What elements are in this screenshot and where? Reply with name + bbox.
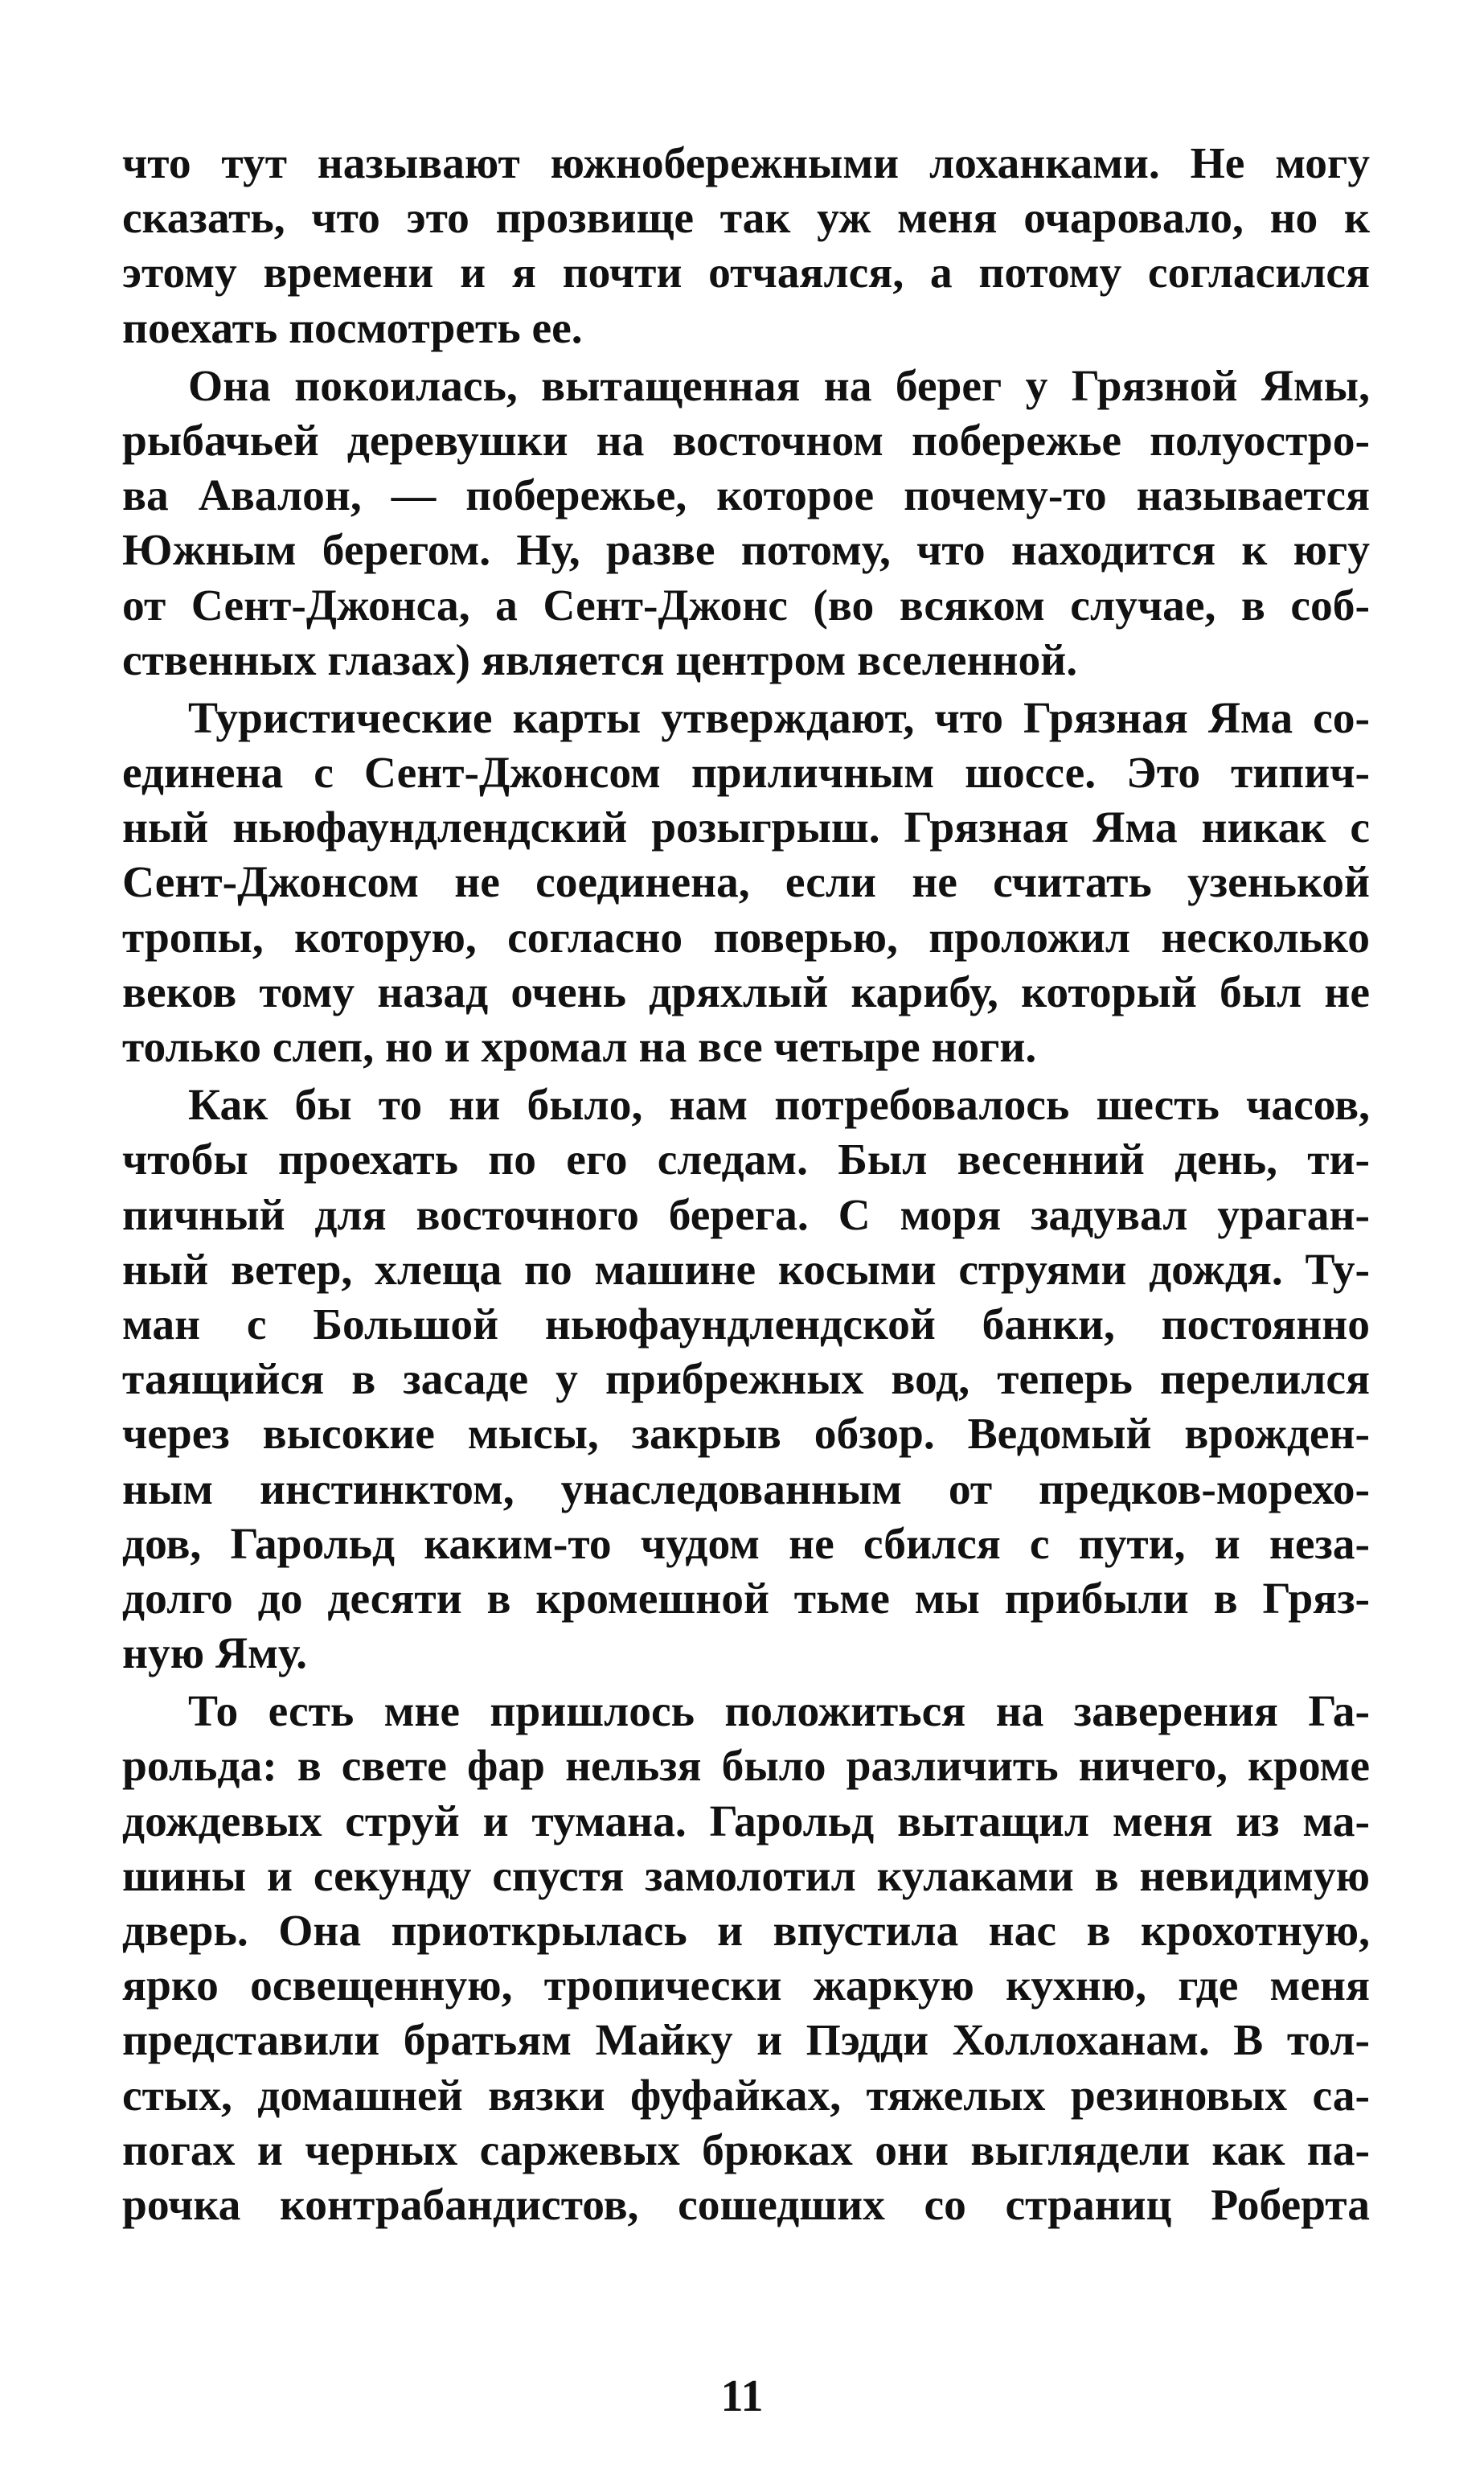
text-line: долго до десяти в кромешной тьме мы прибыли в Гряз- <box>122 1574 1370 1624</box>
text-line: таящийся в засаде у прибрежных вод, теперь перелился <box>122 1355 1370 1405</box>
text-line: через высокие мысы, закрыв обзор. Ведомый врожден- <box>122 1410 1370 1459</box>
text-line: шины и секунду спустя замолотил кулаками в невидимую <box>122 1851 1370 1901</box>
text-line: ман с Большой ньюфаундлендской банки, постоянно <box>122 1299 1370 1349</box>
text-line: представили братьям Майку и Пэдди Холлоханам. В тол- <box>122 2016 1370 2066</box>
paragraph <box>122 359 1370 688</box>
text-line: дверь. Она приоткрылась и впустила нас в крохотную, <box>122 1907 1370 1956</box>
text-line: дождевых струй и тумана. Гарольд вытащил меня из ма- <box>122 1796 1370 1846</box>
text-line: рольда: в свете фар нельзя было различить ничего, кроме <box>122 1742 1370 1792</box>
text-line: единена с Сент-Джонсом приличным шоссе. Это типич- <box>122 749 1370 799</box>
text-line: ную Яму. <box>122 1629 307 1679</box>
text-line: чтобы проехать по его следам. Был весенний день, ти- <box>122 1135 1370 1185</box>
text-line: пичный для восточного берега. С моря задувал ураган- <box>122 1190 1370 1240</box>
text-line: Южным берегом. Ну, разве потому, что находится к югу <box>122 526 1370 576</box>
page-number: 11 <box>720 2371 764 2421</box>
text-line: этому времени и я почти отчаялся, а потому согласился <box>122 248 1370 298</box>
text-line: от Сент-Джонса, а Сент-Джонс (во всяком случае, в соб- <box>122 581 1370 630</box>
paragraph <box>122 1685 1370 2233</box>
text-line: ярко освещенную, тропически жаркую кухню, где меня <box>122 1961 1370 2011</box>
text-line: сказать, что это прозвище так уж меня очаровало, но к <box>122 194 1370 244</box>
body-text <box>122 137 1370 2236</box>
text-line: ственных глазах) является центром вселенной. <box>122 635 1078 685</box>
text-line: ный ньюфаундлендский розыгрыш. Грязная Яма никак с <box>122 803 1370 853</box>
paragraph <box>122 692 1370 1075</box>
text-line: только слеп, но и хромал на все четыре ноги. <box>122 1023 1037 1072</box>
text-line: рочка контрабандистов, сошедших со страниц Роберта <box>122 2180 1370 2230</box>
text-line: поехать посмотреть ее. <box>122 303 583 353</box>
text-line: стых, домашней вязки фуфайках, тяжелых резиновых са- <box>122 2071 1370 2120</box>
text-line: тропы, которую, согласно поверью, проложил несколько <box>122 913 1370 963</box>
text-line: дов, Гарольд каким-то чудом не сбился с пути, и неза- <box>122 1519 1370 1569</box>
text-line: веков тому назад очень дряхлый карибу, который был не <box>122 967 1370 1017</box>
text-line: Туристические карты утверждают, что Грязная Яма со- <box>188 693 1370 743</box>
paragraph <box>122 137 1370 356</box>
paragraph <box>122 1078 1370 1681</box>
text-line: ным инстинктом, унаследованным от предков-морехо- <box>122 1464 1370 1514</box>
text-line: погах и черных саржевых брюках они выглядели как па- <box>122 2125 1370 2175</box>
text-line: Сент-Джонсом не соединена, если не считать узенькой <box>122 858 1370 908</box>
text-line: Она покоилась, вытащенная на берег у Грязной Ямы, <box>188 361 1370 411</box>
text-line: То есть мне пришлось положиться на заверения Га- <box>188 1687 1370 1737</box>
text-line: рыбачьей деревушки на восточном побережье полуостро- <box>122 416 1370 466</box>
text-line: что тут называют южнобережными лоханками. Не могу <box>122 139 1370 188</box>
text-line: Как бы то ни было, нам потребовалось шесть часов, <box>188 1081 1370 1131</box>
text-line: ный ветер, хлеща по машине косыми струями дождя. Ту- <box>122 1245 1370 1295</box>
text-line: ва Авалон, — побережье, которое почему-то называется <box>122 471 1370 521</box>
